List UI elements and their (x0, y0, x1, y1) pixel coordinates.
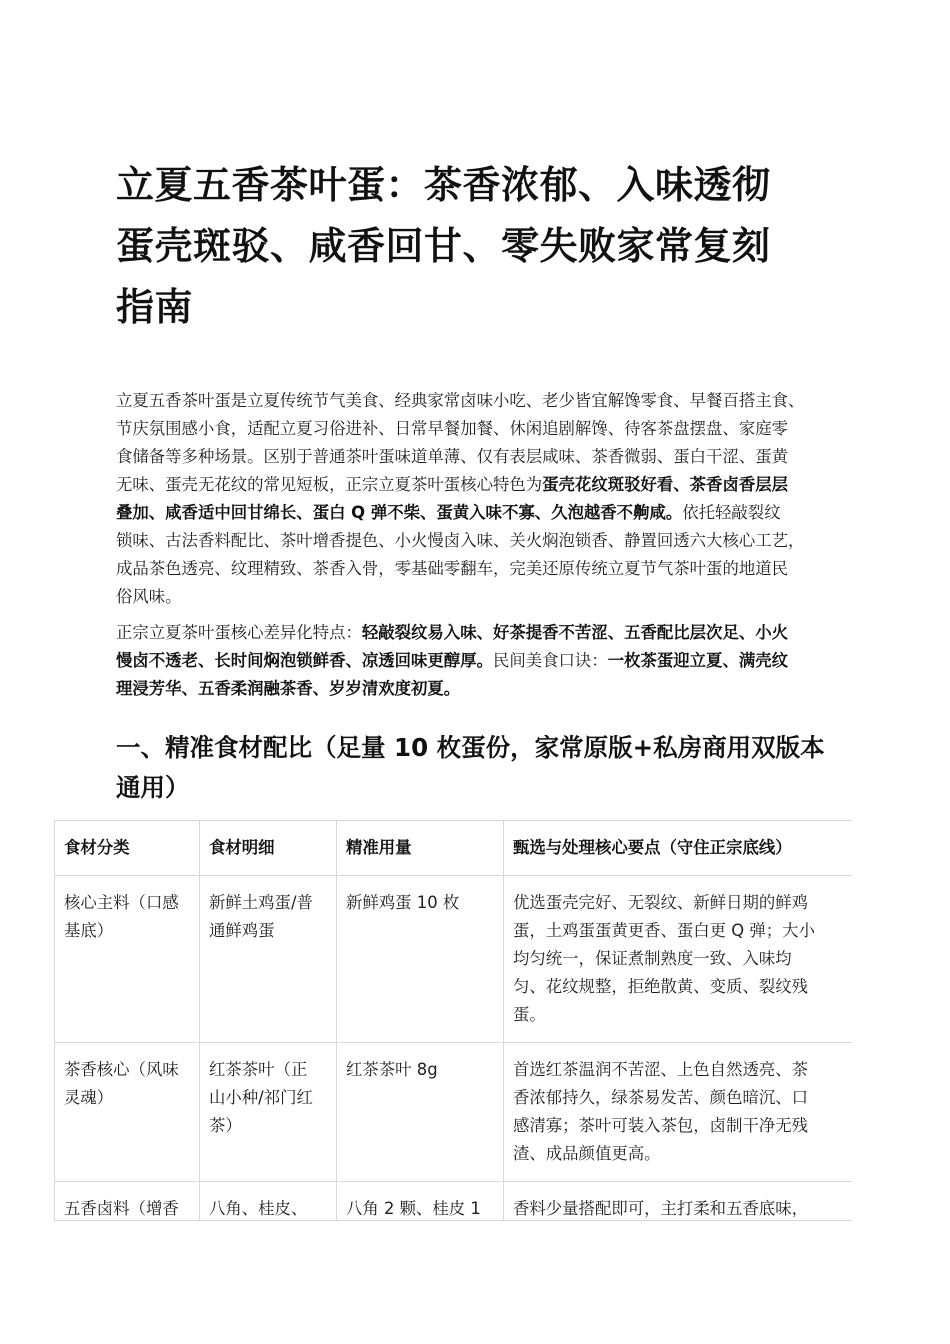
intro-line: 俗风味。 (116, 587, 182, 606)
cell-line: 八角 2 颗、桂皮 1 (346, 1199, 481, 1218)
header-category: 食材分类 (55, 821, 200, 876)
cell-amount (337, 1043, 504, 1182)
intro-line: 食储备等多种场景。区别于普通茶叶蛋味道单薄、仅有表层咸味、茶香微弱、蛋白干涩、蛋黄 (116, 447, 789, 466)
cell-line: 均匀统一，保证煮制熟度一致、入味均 (513, 949, 792, 968)
section-heading-line: 通用） (116, 773, 190, 802)
cell-amount (337, 1182, 504, 1222)
intro-line: 锁味、古法香料配比、茶叶增香提色、小火慢卤入味、关火焖泡锁香、静置回透六大核心工艺， (116, 531, 805, 550)
section-heading-line: 一、精准食材配比（足量 10 枚蛋份，家常原版+私房商用双版本 (116, 733, 825, 762)
features-highlight: 轻敲裂纹易入味、好茶提香不苦涩、五香配比层次足、小火 (361, 623, 789, 642)
cell-notes (504, 876, 853, 1043)
header-amount: 精准用量 (337, 821, 504, 876)
intro-paragraph (116, 387, 856, 611)
cell-line: 红茶茶叶 8g (346, 1060, 438, 1079)
table-row (55, 1043, 853, 1182)
title-line-2: 蛋壳斑驳、咸香回甘、零失败家常复刻 (116, 224, 771, 268)
cell-line: 蛋，土鸡蛋蛋黄更香、蛋白更 Q 弹；大小 (513, 921, 815, 940)
cell-line: 匀、花纹规整，拒绝散黄、变质、裂纹残 (513, 977, 809, 996)
cell-line: 新鲜土鸡蛋/普 (209, 893, 313, 912)
table-row (55, 1182, 853, 1222)
header-detail: 食材明细 (200, 821, 337, 876)
cell-line: 新鲜鸡蛋 10 枚 (346, 893, 460, 912)
cell-category (55, 876, 200, 1043)
cell-detail (200, 1182, 337, 1222)
table-row (55, 876, 853, 1043)
cell-line: 红茶茶叶（正 (209, 1060, 308, 1079)
ingredients-table-container (54, 820, 852, 1221)
features-paragraph (116, 619, 856, 703)
ingredients-table (54, 820, 852, 1221)
intro-line: 节庆氛围感小食，适配立夏习俗进补、日常早餐加餐、休闲追剧解馋、待客茶盘摆盘、家庭零 (116, 419, 789, 438)
cell-line: 核心主料（口感 (64, 893, 179, 912)
cell-line: 灵魂） (64, 1088, 114, 1107)
cell-notes (504, 1043, 853, 1182)
cell-line: 感清寡；茶叶可装入茶包，卤制干净无残 (513, 1116, 809, 1135)
table-header-row (55, 821, 853, 876)
title-line-1: 立夏五香茶叶蛋：茶香浓郁、入味透彻 (116, 163, 771, 207)
intro-highlight: 蛋壳花纹斑驳好看、茶香卤香层层 (542, 475, 789, 494)
cell-line: 茶） (209, 1116, 242, 1135)
cell-line: 首选红茶温润不苦涩、上色自然透亮、茶 (513, 1060, 809, 1079)
features-label: 正宗立夏茶叶蛋核心差异化特点： (116, 623, 362, 642)
section-heading-ingredients (116, 728, 856, 808)
intro-line: 立夏五香茶叶蛋是立夏传统节气美食、经典家常卤味小吃、老少皆宜解馋零食、早餐百搭主食、 (116, 391, 805, 410)
saying-label: 民间美食口诀： (492, 651, 608, 670)
document-title (116, 155, 856, 338)
intro-highlight: 叠加、咸香适中回甘绵长、蛋白 Q 弹不柴、蛋黄入味不寡、久泡越香不齁咸。 (116, 503, 683, 522)
cell-line: 茶香核心（风味 (64, 1060, 179, 1079)
cell-line: 五香卤料（增香 (64, 1199, 179, 1218)
intro-line (116, 471, 856, 499)
saying-highlight: 理浸芳华、五香柔润融茶香、岁岁清欢度初夏。 (116, 679, 461, 698)
features-line (116, 647, 856, 675)
cell-line: 香料少量搭配即可，主打柔和五香底味， (513, 1199, 809, 1218)
cell-category (55, 1043, 200, 1182)
features-line (116, 619, 856, 647)
cell-line: 通鲜鸡蛋 (209, 921, 275, 940)
cell-detail (200, 1043, 337, 1182)
cell-line: 优选蛋壳完好、无裂纹、新鲜日期的鲜鸡 (513, 893, 809, 912)
intro-line (116, 499, 856, 527)
features-highlight: 慢卤不透老、长时间焖泡锁鲜香、凉透回味更醇厚。 (116, 651, 493, 670)
cell-line: 蛋。 (513, 1005, 546, 1024)
cell-line: 香浓郁持久，绿茶易发苦、颜色暗沉、口 (513, 1088, 809, 1107)
cell-amount (337, 876, 504, 1043)
intro-text: 依托轻敲裂纹 (682, 503, 781, 522)
intro-text: 无味、蛋壳无花纹的常见短板，正宗立夏茶叶蛋核心特色为 (116, 475, 543, 494)
cell-line: 八角、桂皮、 (209, 1199, 308, 1218)
header-notes: 甄选与处理核心要点（守住正宗底线） (504, 821, 853, 876)
cell-notes (504, 1182, 853, 1222)
title-line-3: 指南 (116, 285, 194, 329)
features-line (116, 675, 856, 703)
cell-line: 山小种/祁门红 (209, 1088, 313, 1107)
intro-line: 成品茶色透亮、纹理精致、茶香入骨，零基础零翻车，完美还原传统立夏节气茶叶蛋的地道民 (116, 559, 789, 578)
cell-line: 渣、成品颜值更高。 (513, 1144, 661, 1163)
saying-highlight: 一枚茶蛋迎立夏、满壳纹 (607, 651, 789, 670)
cell-line: 基底） (64, 921, 114, 940)
cell-category (55, 1182, 200, 1222)
cell-detail (200, 876, 337, 1043)
